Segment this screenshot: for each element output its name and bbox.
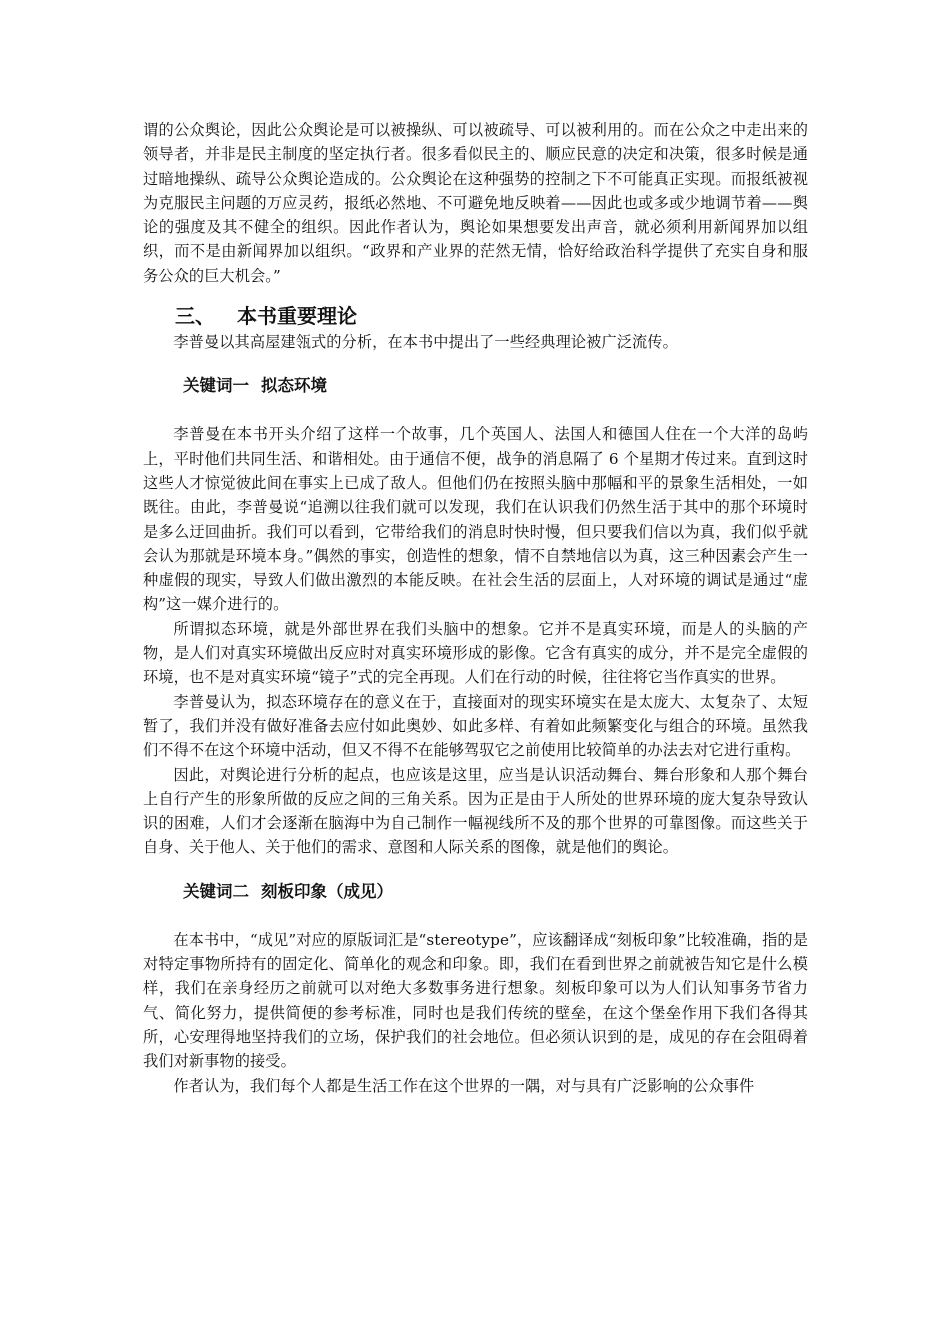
keyword-label: 关键词一 [183,376,249,396]
keyword-heading-1 [143,374,808,398]
paragraph: 李普曼在本书开头介绍了这样一个故事，几个英国人、法国人和德国人住在一个大洋的岛屿上，平时他们共同生活、和谐相处。由于通信不便，战争的消息隔了 6 个星期才传过来。直到这时这些人才惊觉彼此间在事实上已成了敌人。但他们仍在按照头脑中那幅和平的景象生活相处，一如既往。由此，李普曼说“追溯以往我们就可以发现，我们在认识我们仍然生活于其中的那个环境时是多么迂回曲折。我们可以看到，它带给我们的消息时快时慢，但只要我们信以为真，我们似乎就会认为那就是环境本身。”偶然的事实，创造性的想象，情不自禁地信以为真，这三种因素会产生一种虚假的现实，导致人们做出激烈的本能反映。在社会生活的层面上，人对环境的调试是通过“虚构”这一媒介进行的。 [143,425,808,614]
keyword-term: 拟态环境 [261,376,327,396]
paragraph: 在本书中，“成见”对应的原版词汇是“stereotype”，应该翻译成“刻板印象”比较准确，指的是对特定事物所持有的固定化、简单化的观念和印象。即，我们在看到世界之前就被告知它是什么模样，我们在亲身经历之前就可以对绝大多数事务进行想象。刻板印象可以为人们认知事务节省力气、简化努力，提供简便的参考标准，同时也是我们传统的壁垒，在这个堡垒作用下我们各得其所，心安理得地坚持我们的立场，保护我们的社会地位。但必须认识到的是，成见的存在会阻碍着我们对新事物的接受。 [143,930,808,1071]
keyword-term: 刻板印象（成见） [261,881,393,901]
section-intro: 李普曼以其高屋建瓴式的分析，在本书中提出了一些经典理论被广泛流传。 [173,333,678,352]
keyword-label: 关键词二 [183,881,249,901]
section-heading [143,302,808,330]
paragraph: 因此，对舆论进行分析的起点，也应该是这里，应当是认识活动舞台、舞台形象和人那个舞台上自行产生的形象所做的反应之间的三角关系。因为正是由于人所处的世界环境的庞大复杂导致认识的困难，人们才会逐渐在脑海中为自己制作一幅视线所不及的那个世界的可靠图像。而这些关于自身、关于他人、关于他们的需求、意图和人际关系的图像，就是他们的舆论。 [143,765,808,857]
section-title: 本书重要理论 [237,304,357,329]
paragraph-opening: 谓的公众舆论，因此公众舆论是可以被操纵、可以被疏导、可以被利用的。而在公众之中走出来的领导者，并非是民主制度的坚定执行者。很多看似民主的、顺应民意的决定和决策，很多时候是通过暗地操纵、疏导公众舆论造成的。公众舆论在这种强势的控制之下不可能真正实现。而报纸被视为克服民主问题的万应灵药，报纸必然地、不可避免地反映着——因此也或多或少地调节着——舆论的强度及其不健全的组织。因此作者认为，舆论如果想要发出声音，就必须利用新闻界加以组织，而不是由新闻界加以组织。“政界和产业界的茫然无情，恰好给政治科学提供了充实自身和服务公众的巨大机会。” [143,121,808,285]
keyword-heading-2 [143,880,808,904]
section-number: 三、 [175,304,215,329]
paragraph: 李普曼认为，拟态环境存在的意义在于，直接面对的现实环境实在是太庞大、太复杂了、太短暂了，我们并没有做好准备去应付如此奥妙、如此多样、有着如此频繁变化与组合的环境。虽然我们不得不在这个环境中活动，但又不得不在能够驾驭它之前使用比较简单的办法去对它进行重构。 [143,692,808,760]
document-page [143,118,808,1098]
paragraph: 所谓拟态环境，就是外部世界在我们头脑中的想象。它并不是真实环境，而是人的头脑的产物，是人们对真实环境做出反应时对真实环境形成的影像。它含有真实的成分，并不是完全虚假的环境，也不是对真实环境“镜子”式的完全再现。人们在行动的时候，往往将它当作真实的世界。 [143,619,808,687]
paragraph: 作者认为，我们每个人都是生活工作在这个世界的一隅，对与具有广泛影响的公众事件 [173,1076,755,1095]
